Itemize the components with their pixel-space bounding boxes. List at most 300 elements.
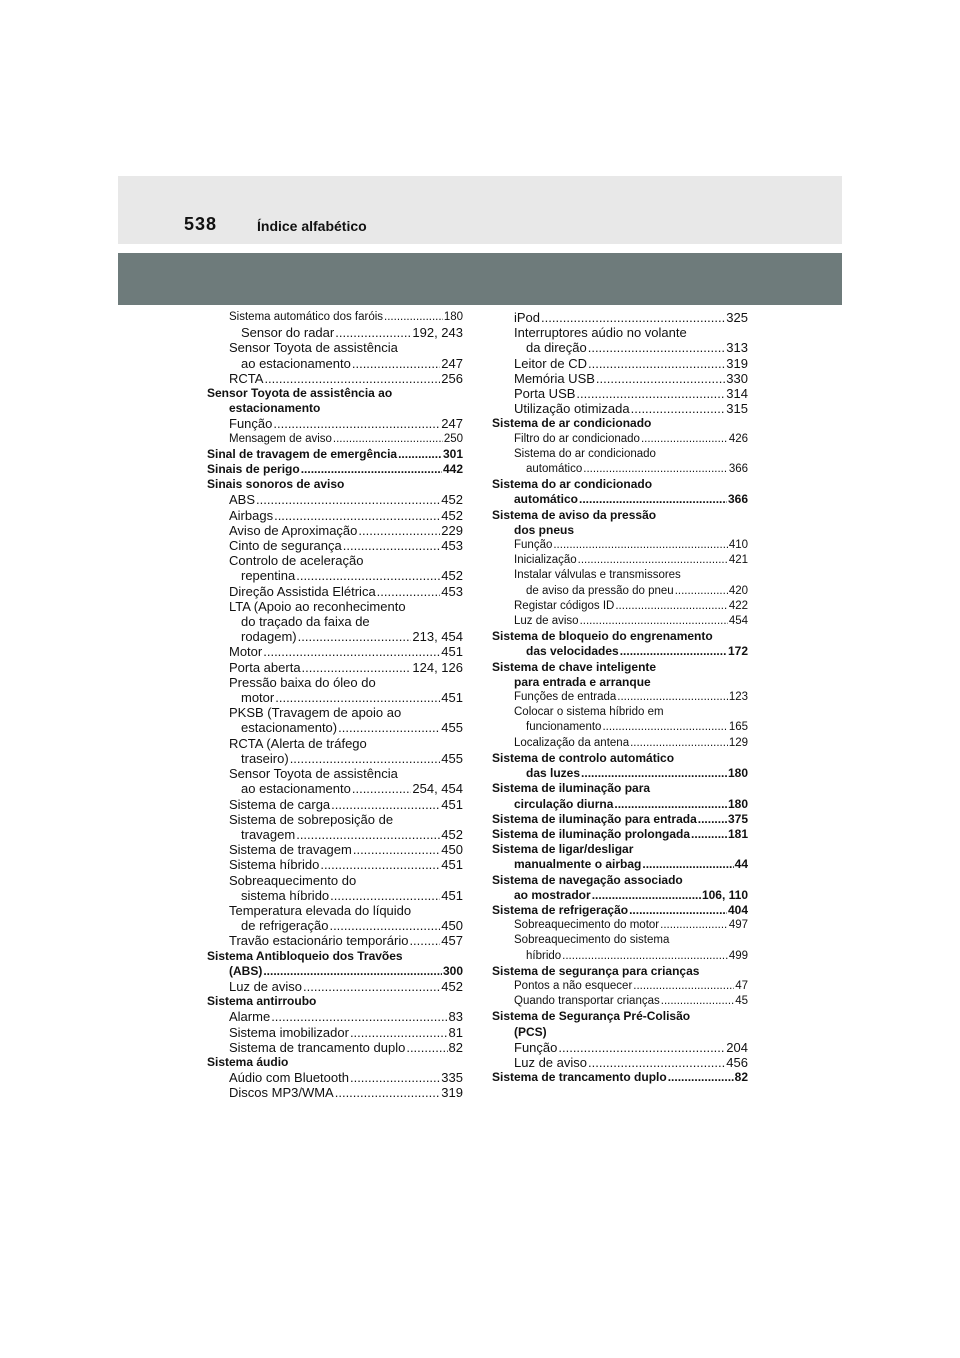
- index-entry-page: 451: [441, 857, 463, 873]
- index-entry-page: 455: [441, 750, 463, 766]
- index-entry: [492, 477, 748, 492]
- dot-leader: [615, 599, 727, 614]
- index-entry-page: 330: [726, 370, 748, 386]
- index-entry-page: 452: [441, 826, 463, 842]
- dot-leader: [588, 340, 726, 355]
- index-entry: [492, 660, 748, 675]
- index-entry-page: 420: [728, 584, 748, 597]
- index-entry: [492, 964, 748, 979]
- dot-leader: [377, 584, 441, 599]
- index-entry: [492, 416, 748, 431]
- index-entry: [207, 873, 463, 888]
- index-entry-page: 452: [441, 492, 463, 508]
- dot-leader: [675, 584, 728, 599]
- index-entry-label: Sistema de bloqueio do engrenamento: [492, 629, 713, 644]
- index-entry: [492, 1009, 748, 1024]
- index-entry: [492, 903, 748, 918]
- index-entry: [492, 1040, 748, 1055]
- index-entry-page: 254, 454: [412, 781, 463, 797]
- index-column-left: [207, 310, 463, 1101]
- index-entry-page: 181: [727, 826, 748, 841]
- index-entry: [492, 766, 748, 781]
- index-entry: [492, 401, 748, 416]
- index-entry-label: Sistema de iluminação prolongada: [492, 826, 691, 841]
- index-entry-page: 180: [727, 796, 748, 811]
- dot-leader: [583, 462, 728, 477]
- index-entry: [207, 340, 463, 355]
- index-entry-label: Sistema de sobreposição de: [229, 811, 394, 827]
- dot-leader: [588, 1055, 725, 1070]
- index-entry-label: sistema híbrido: [241, 887, 330, 903]
- index-entry-page: 192, 243: [412, 325, 463, 341]
- dot-leader: [338, 720, 440, 735]
- index-entry-label: Registar códigos ID: [514, 599, 615, 612]
- index-entry: [207, 538, 463, 553]
- index-entry-page: 335: [441, 1070, 463, 1086]
- dot-leader: [629, 903, 727, 918]
- index-entry-label: Alarme: [229, 1009, 271, 1025]
- index-entry-label: Aviso de Aproximação: [229, 522, 358, 538]
- index-entry-label: Sistema áudio: [207, 1054, 289, 1069]
- index-entry-label: Funções de entrada: [514, 691, 617, 704]
- index-entry: [207, 933, 463, 948]
- index-entry-label: Sistema de carga: [229, 796, 331, 812]
- index-entry-label: para entrada e arranque: [514, 674, 651, 689]
- index-entry: [492, 781, 748, 796]
- index-entry: [492, 979, 748, 994]
- index-entry-label: Luz de aviso: [229, 978, 302, 994]
- index-entry-label: Sistema de ar condicionado: [492, 416, 652, 431]
- dot-leader: [562, 949, 728, 964]
- dot-leader: [350, 1070, 440, 1085]
- index-entry: [207, 797, 463, 812]
- index-entry-label: Inicialização: [514, 554, 577, 567]
- index-entry: [492, 553, 748, 568]
- dot-leader: [333, 432, 443, 447]
- index-entry: [492, 751, 748, 766]
- index-entry: [492, 888, 748, 903]
- index-entry-page: 426: [728, 432, 748, 445]
- dot-leader: [660, 918, 728, 933]
- dot-leader: [617, 690, 728, 705]
- index-entry-label: automático: [526, 463, 583, 476]
- index-entry: [492, 629, 748, 644]
- index-entry-label: Luz de aviso: [514, 615, 579, 628]
- dot-leader: [576, 386, 725, 401]
- index-entry-page: 165: [728, 721, 748, 734]
- index-entry-label: rodagem): [241, 629, 297, 645]
- index-entry-label: Sensor Toyota de assistência: [229, 340, 398, 356]
- index-entry: [207, 416, 463, 431]
- index-entry: [492, 1025, 748, 1040]
- index-entry: [207, 401, 463, 416]
- index-entry-label: Sistema Antibloqueio dos Travões: [207, 948, 403, 963]
- index-entry-page: 300: [442, 963, 463, 978]
- index-entry: [207, 553, 463, 568]
- index-entry-label: do traçado da faixa de: [241, 614, 370, 630]
- index-entry: [207, 781, 463, 796]
- index-entry-label: Temperatura elevada do líquido: [229, 902, 412, 918]
- index-entry: [207, 888, 463, 903]
- index-entry-label: Discos MP3/WMA: [229, 1085, 334, 1101]
- index-entry-label: Motor: [229, 644, 263, 660]
- index-entry-label: Interruptores aúdio no volante: [514, 325, 687, 341]
- index-entry-label: Sistema de ligar/desligar: [492, 842, 634, 857]
- dot-leader: [630, 736, 728, 751]
- page-number: 538: [184, 214, 218, 234]
- dot-leader: [580, 614, 728, 629]
- index-entry-label: Sistema de trancamento duplo: [229, 1039, 406, 1055]
- dot-leader: [602, 720, 727, 735]
- index-entry: [492, 568, 748, 583]
- index-entry-label: Sensor Toyota de assistência: [229, 766, 398, 782]
- dot-leader: [668, 1070, 734, 1085]
- index-entry-page: 315: [726, 401, 748, 417]
- index-entry-page: 452: [441, 507, 463, 523]
- index-entry: [492, 584, 748, 599]
- index-entry-label: da direção: [526, 340, 587, 356]
- index-entry-label: Sistema de navegação associado: [492, 872, 683, 887]
- header-band: [118, 176, 842, 244]
- index-entry-label: Leitor de CD: [514, 355, 587, 371]
- index-entry: [492, 1070, 748, 1085]
- index-entry-page: 404: [727, 902, 748, 917]
- index-entry-label: Sobreaquecimento do motor: [514, 919, 660, 932]
- index-entry-label: Direção Assistida Elétrica: [229, 583, 376, 599]
- index-entry: [207, 386, 463, 401]
- index-entry-page: 452: [441, 568, 463, 584]
- index-entry-label: Cinto de segurança: [229, 538, 342, 554]
- index-entry: [207, 1025, 463, 1040]
- dot-leader: [329, 918, 440, 933]
- index-entry-label: Sistema de controlo automático: [492, 750, 675, 765]
- index-entry: [492, 675, 748, 690]
- index-entry-page: 453: [441, 583, 463, 599]
- index-entry: [207, 462, 463, 477]
- index-entry-page: 47: [735, 979, 748, 992]
- index-entry: [207, 523, 463, 538]
- index-entry: [492, 994, 748, 1009]
- index-entry-label: Sistema de refrigeração: [492, 902, 629, 917]
- index-entry-page: 83: [448, 1009, 463, 1025]
- index-entry-label: circulação diurna: [514, 796, 614, 811]
- index-entry: [207, 508, 463, 523]
- dot-leader: [558, 1040, 725, 1055]
- index-entry-page: 499: [728, 949, 748, 962]
- dot-leader: [553, 538, 727, 553]
- index-column-right: [492, 310, 748, 1085]
- index-entry: [492, 918, 748, 933]
- dot-leader: [642, 857, 733, 872]
- index-entry-page: 451: [441, 644, 463, 660]
- dot-leader: [350, 1025, 448, 1040]
- dot-leader: [398, 447, 442, 462]
- index-entry-page: 256: [441, 370, 463, 386]
- index-entry-label: ao mostrador: [514, 887, 591, 902]
- dot-leader: [641, 432, 728, 447]
- index-entry: [492, 873, 748, 888]
- index-entry-label: automático: [514, 492, 579, 507]
- dot-leader: [592, 888, 701, 903]
- index-entry-label: de aviso da pressão do pneu: [526, 584, 674, 597]
- dot-leader: [614, 797, 727, 812]
- dot-leader: [320, 857, 440, 872]
- index-entry: [492, 310, 748, 325]
- index-entry-label: Sensor Toyota de assistência ao: [207, 386, 393, 401]
- index-entry-page: 123: [728, 691, 748, 704]
- dot-leader: [358, 523, 440, 538]
- section-title: Índice alfabético: [257, 218, 367, 234]
- index-entry: [492, 340, 748, 355]
- index-entry-page: 45: [735, 995, 748, 1008]
- dot-leader: [588, 356, 725, 371]
- index-entry-label: travagem: [241, 826, 296, 842]
- dot-leader: [273, 416, 440, 431]
- index-entry-label: Travão estacionário temporário: [229, 933, 409, 949]
- index-entry-label: traseiro): [241, 750, 289, 766]
- index-entry: [207, 614, 463, 629]
- index-entry-label: Pressão baixa do óleo do: [229, 674, 376, 690]
- index-entry-page: 82: [448, 1039, 463, 1055]
- index-entry: [207, 903, 463, 918]
- index-entry: [492, 614, 748, 629]
- index-entry: [207, 918, 463, 933]
- index-entry-page: 180: [443, 311, 463, 323]
- index-entry: [492, 705, 748, 720]
- index-entry-label: Quando transportar crianças: [514, 995, 660, 1008]
- index-entry-page: 375: [727, 811, 748, 826]
- index-entry: [207, 599, 463, 614]
- index-entry: [207, 356, 463, 371]
- index-entry-page: 455: [441, 720, 463, 736]
- index-entry-label: Instalar válvulas e transmissores: [514, 569, 681, 582]
- index-entry-label: estacionamento: [229, 401, 321, 416]
- dot-leader: [275, 690, 440, 705]
- index-entry-label: Sistema do ar condicionado: [492, 477, 653, 492]
- index-entry-page: 366: [728, 463, 748, 476]
- index-entry: [492, 356, 748, 371]
- dot-leader: [331, 797, 440, 812]
- index-entry-label: Sistema automático dos faróis: [229, 311, 384, 323]
- index-entry: [207, 812, 463, 827]
- index-entry-page: 247: [441, 355, 463, 371]
- index-entry-label: Sinal de travagem de emergência: [207, 446, 398, 461]
- index-entry-label: das luzes: [526, 766, 581, 781]
- index-entry-label: híbrido: [526, 949, 562, 962]
- index-entry-label: Sobreaquecimento do: [229, 872, 357, 888]
- dot-leader: [335, 325, 411, 340]
- index-entry-page: 204: [726, 1039, 748, 1055]
- index-entry: [492, 538, 748, 553]
- dot-leader: [352, 356, 440, 371]
- index-entry: [492, 690, 748, 705]
- dot-leader: [409, 933, 440, 948]
- index-entry: [207, 1085, 463, 1100]
- index-entry-page: 454: [728, 615, 748, 628]
- dot-leader: [296, 827, 440, 842]
- index-entry-page: 450: [441, 842, 463, 858]
- index-entry-label: Sinais sonoros de aviso: [207, 477, 345, 492]
- index-entry-label: Mensagem de aviso: [229, 432, 332, 445]
- index-entry-label: RCTA: [229, 370, 264, 386]
- index-entry-page: 81: [448, 1024, 463, 1040]
- index-entry-page: 325: [726, 310, 748, 325]
- index-entry: [207, 964, 463, 979]
- index-entry-label: ABS: [229, 492, 256, 508]
- index-entry-label: funcionamento: [526, 721, 602, 734]
- index-entry-label: ao estacionamento: [241, 781, 351, 797]
- index-entry-label: Função: [514, 539, 553, 552]
- dot-leader: [256, 492, 440, 507]
- index-entry: [207, 766, 463, 781]
- index-entry: [207, 371, 463, 386]
- index-entry: [207, 660, 463, 675]
- index-entry-page: 82: [734, 1070, 748, 1085]
- dot-leader: [581, 766, 727, 781]
- index-entry-label: (ABS): [229, 963, 263, 978]
- index-entry: [207, 629, 463, 644]
- index-entry: [207, 827, 463, 842]
- index-entry: [492, 447, 748, 462]
- dot-leader: [263, 644, 440, 659]
- dot-leader: [298, 629, 412, 644]
- index-entry: [492, 386, 748, 401]
- index-entry-page: 450: [441, 918, 463, 934]
- index-entry-page: 247: [441, 416, 463, 432]
- dot-leader: [596, 371, 725, 386]
- dot-leader: [698, 812, 727, 827]
- index-entry-page: 180: [727, 766, 748, 781]
- index-entry-label: Porta aberta: [229, 659, 301, 675]
- index-entry-label: motor: [241, 690, 275, 706]
- index-entry-label: iPod: [514, 310, 541, 325]
- index-entry: [492, 371, 748, 386]
- index-entry-label: Sistema imobilizador: [229, 1024, 349, 1040]
- index-entry: [207, 979, 463, 994]
- index-entry: [492, 462, 748, 477]
- dot-leader: [384, 310, 443, 325]
- index-entry-label: Sistema do ar condicionado: [514, 447, 656, 460]
- index-entry-page: 44: [734, 857, 748, 872]
- index-entry-page: 229: [441, 522, 463, 538]
- index-entry-label: Luz de aviso: [514, 1054, 587, 1070]
- index-entry: [207, 857, 463, 872]
- index-entry-label: manualmente o airbag: [514, 857, 642, 872]
- index-entry-page: 301: [442, 446, 463, 461]
- index-entry-label: Sistema híbrido: [229, 857, 320, 873]
- index-entry-page: 456: [726, 1054, 748, 1070]
- dot-leader: [633, 979, 734, 994]
- index-entry-label: ao estacionamento: [241, 355, 351, 371]
- index-entry: [207, 842, 463, 857]
- index-entry-page: 452: [441, 978, 463, 994]
- index-entry-page: 410: [728, 539, 748, 552]
- index-entry-label: Sistema de travagem: [229, 842, 352, 858]
- index-entry-label: Sobreaquecimento do sistema: [514, 934, 670, 947]
- dot-leader: [406, 1040, 447, 1055]
- index-entry-label: estacionamento): [241, 720, 338, 736]
- index-entry: [492, 432, 748, 447]
- index-entry: [207, 644, 463, 659]
- index-entry: [207, 325, 463, 340]
- index-entry: [492, 599, 748, 614]
- index-entry: [207, 994, 463, 1009]
- dot-leader: [302, 660, 412, 675]
- index-entry: [492, 325, 748, 340]
- index-entry: [207, 568, 463, 583]
- dot-leader: [352, 781, 412, 796]
- index-entry-page: 319: [726, 355, 748, 371]
- index-entry: [207, 1040, 463, 1055]
- index-entry: [207, 1055, 463, 1070]
- index-entry-page: 451: [441, 887, 463, 903]
- index-entry: [492, 720, 748, 735]
- index-entry-label: Sistema de trancamento duplo: [492, 1070, 667, 1085]
- index-entry-label: PKSB (Travagem de apoio ao: [229, 705, 402, 721]
- index-entry-label: Função: [514, 1039, 558, 1055]
- index-entry-label: Airbags: [229, 507, 274, 523]
- dot-leader: [343, 538, 441, 553]
- index-entry-label: Colocar o sistema híbrido em: [514, 706, 664, 719]
- section-banner: [118, 253, 842, 305]
- index-entry: [207, 690, 463, 705]
- index-entry-label: Sistema de iluminação para: [492, 781, 651, 796]
- dot-leader: [691, 827, 727, 842]
- index-entry: [492, 857, 748, 872]
- index-entry-page: 314: [726, 386, 748, 402]
- index-entry: [207, 447, 463, 462]
- dot-leader: [541, 310, 725, 325]
- index-entry-label: RCTA (Alerta de tráfego: [229, 735, 367, 751]
- dot-leader: [303, 979, 440, 994]
- index-entry: [207, 492, 463, 507]
- index-entry-page: 442: [442, 462, 463, 477]
- index-entry: [492, 523, 748, 538]
- dot-leader: [661, 994, 734, 1009]
- index-entry-label: Porta USB: [514, 386, 576, 402]
- index-entry-page: 319: [441, 1085, 463, 1101]
- index-entry-page: 172: [727, 644, 748, 659]
- index-entry-page: 457: [441, 933, 463, 949]
- index-entry: [207, 705, 463, 720]
- index-entry-label: LTA (Apoio ao reconhecimento: [229, 598, 406, 614]
- dot-leader: [620, 644, 727, 659]
- index-entry-page: 213, 454: [412, 629, 463, 645]
- index-entry-page: 250: [443, 432, 463, 445]
- index-entry-label: de refrigeração: [241, 918, 329, 934]
- index-entry-label: Sistema de Segurança Pré-Colisão: [492, 1009, 691, 1024]
- index-entry-page: 421: [728, 554, 748, 567]
- index-entry-page: 313: [726, 340, 748, 356]
- index-entry: [492, 508, 748, 523]
- index-entry-label: Aúdio com Bluetooth: [229, 1070, 349, 1086]
- index-entry-page: 124, 126: [412, 659, 463, 675]
- index-entry: [207, 1070, 463, 1085]
- index-entry: [207, 584, 463, 599]
- index-entry-page: 451: [441, 796, 463, 812]
- index-entry-label: Sistema de aviso da pressão: [492, 507, 657, 522]
- index-entry-label: Filtro do ar condicionado: [514, 432, 640, 445]
- dot-leader: [335, 1085, 441, 1100]
- index-entry: [207, 720, 463, 735]
- index-entry-page: 129: [728, 736, 748, 749]
- index-entry-label: Controlo de aceleração: [229, 553, 364, 569]
- index-entry-page: 451: [441, 690, 463, 706]
- index-entry-page: 106, 110: [701, 887, 748, 902]
- index-entry: [492, 736, 748, 751]
- dot-leader: [263, 964, 442, 979]
- index-entry: [207, 751, 463, 766]
